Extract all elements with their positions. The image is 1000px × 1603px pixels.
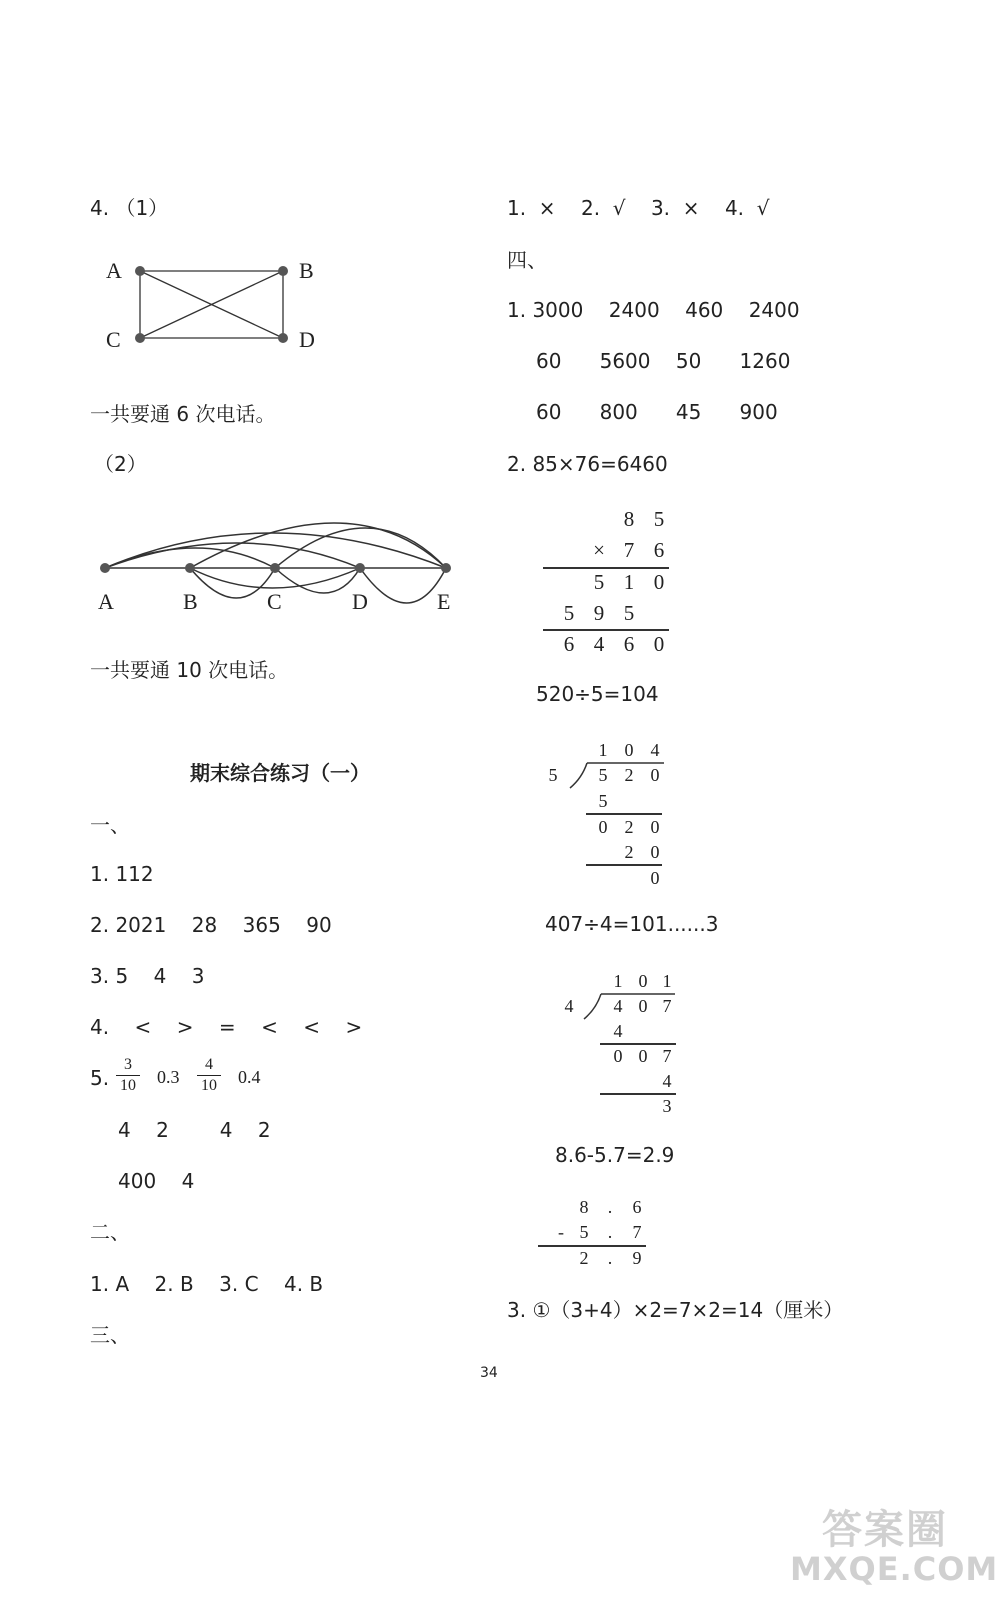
answer-1-2: 2. 2021 28 365 90 bbox=[90, 913, 332, 937]
q4-1-label: 4. （1） bbox=[90, 196, 169, 220]
answer-4-1-row2: 60 5600 50 1260 bbox=[536, 349, 791, 373]
node-label-a: A bbox=[106, 258, 122, 283]
subtraction-label: 8.6-5.7=2.9 bbox=[555, 1143, 675, 1167]
answer-1-3: 3. 5 4 3 bbox=[90, 964, 205, 988]
answer-1-5-row3: 400 4 bbox=[118, 1169, 195, 1193]
node-label-c: C bbox=[267, 589, 282, 614]
answer-4-1-row3: 60 800 45 900 bbox=[536, 400, 778, 424]
answer-1-4: 4. < > = < < > bbox=[90, 1015, 363, 1039]
part-three-heading: 三、 bbox=[90, 1323, 130, 1347]
decimal-0-3: 0.3 bbox=[157, 1067, 180, 1087]
answer-3-1: 1. × 2. √ 3. × 4. √ bbox=[507, 196, 770, 220]
answer-1-1: 1. 112 bbox=[90, 862, 154, 886]
part-four-heading: 四、 bbox=[507, 248, 547, 272]
section-title: 期末综合练习（一） bbox=[190, 761, 370, 785]
fraction-four-tenths: 4 10 bbox=[197, 1056, 221, 1095]
node-label-c: C bbox=[106, 327, 121, 352]
node-label-b: B bbox=[299, 258, 314, 283]
division-2-label: 407÷4=101......3 bbox=[545, 912, 719, 936]
answer-3-label: 3. ①（3+4）×2=7×2=14（厘米） bbox=[507, 1298, 844, 1322]
answer-4-1-row1: 1. 3000 2400 460 2400 bbox=[507, 298, 800, 322]
fraction-three-tenths: 3 10 bbox=[116, 1056, 140, 1095]
q4-2-label: （2） bbox=[94, 452, 147, 476]
node-label-e: E bbox=[437, 589, 451, 614]
part-two-heading: 二、 bbox=[90, 1220, 130, 1244]
node-label-d: D bbox=[352, 589, 368, 614]
q4-1-answer: 一共要通 6 次电话。 bbox=[90, 402, 276, 426]
part-one-heading: 一、 bbox=[90, 813, 130, 837]
page-number: 34 bbox=[480, 1365, 498, 1381]
call-diagram-5-nodes bbox=[90, 508, 470, 588]
node-label-b: B bbox=[183, 589, 198, 614]
node-label-d: D bbox=[299, 327, 315, 352]
q4-2-answer: 一共要通 10 次电话。 bbox=[90, 658, 289, 682]
answer-2-1: 1. A 2. B 3. C 4. B bbox=[90, 1272, 324, 1296]
answer-1-5-row2: 4 2 4 2 bbox=[118, 1118, 271, 1142]
division-1-label: 520÷5=104 bbox=[536, 682, 659, 706]
answer-4-2-label: 2. 85×76=6460 bbox=[507, 452, 668, 476]
decimal-0-4: 0.4 bbox=[238, 1067, 261, 1087]
answer-1-5-prefix: 5. bbox=[90, 1066, 110, 1090]
node-label-a: A bbox=[98, 589, 114, 614]
